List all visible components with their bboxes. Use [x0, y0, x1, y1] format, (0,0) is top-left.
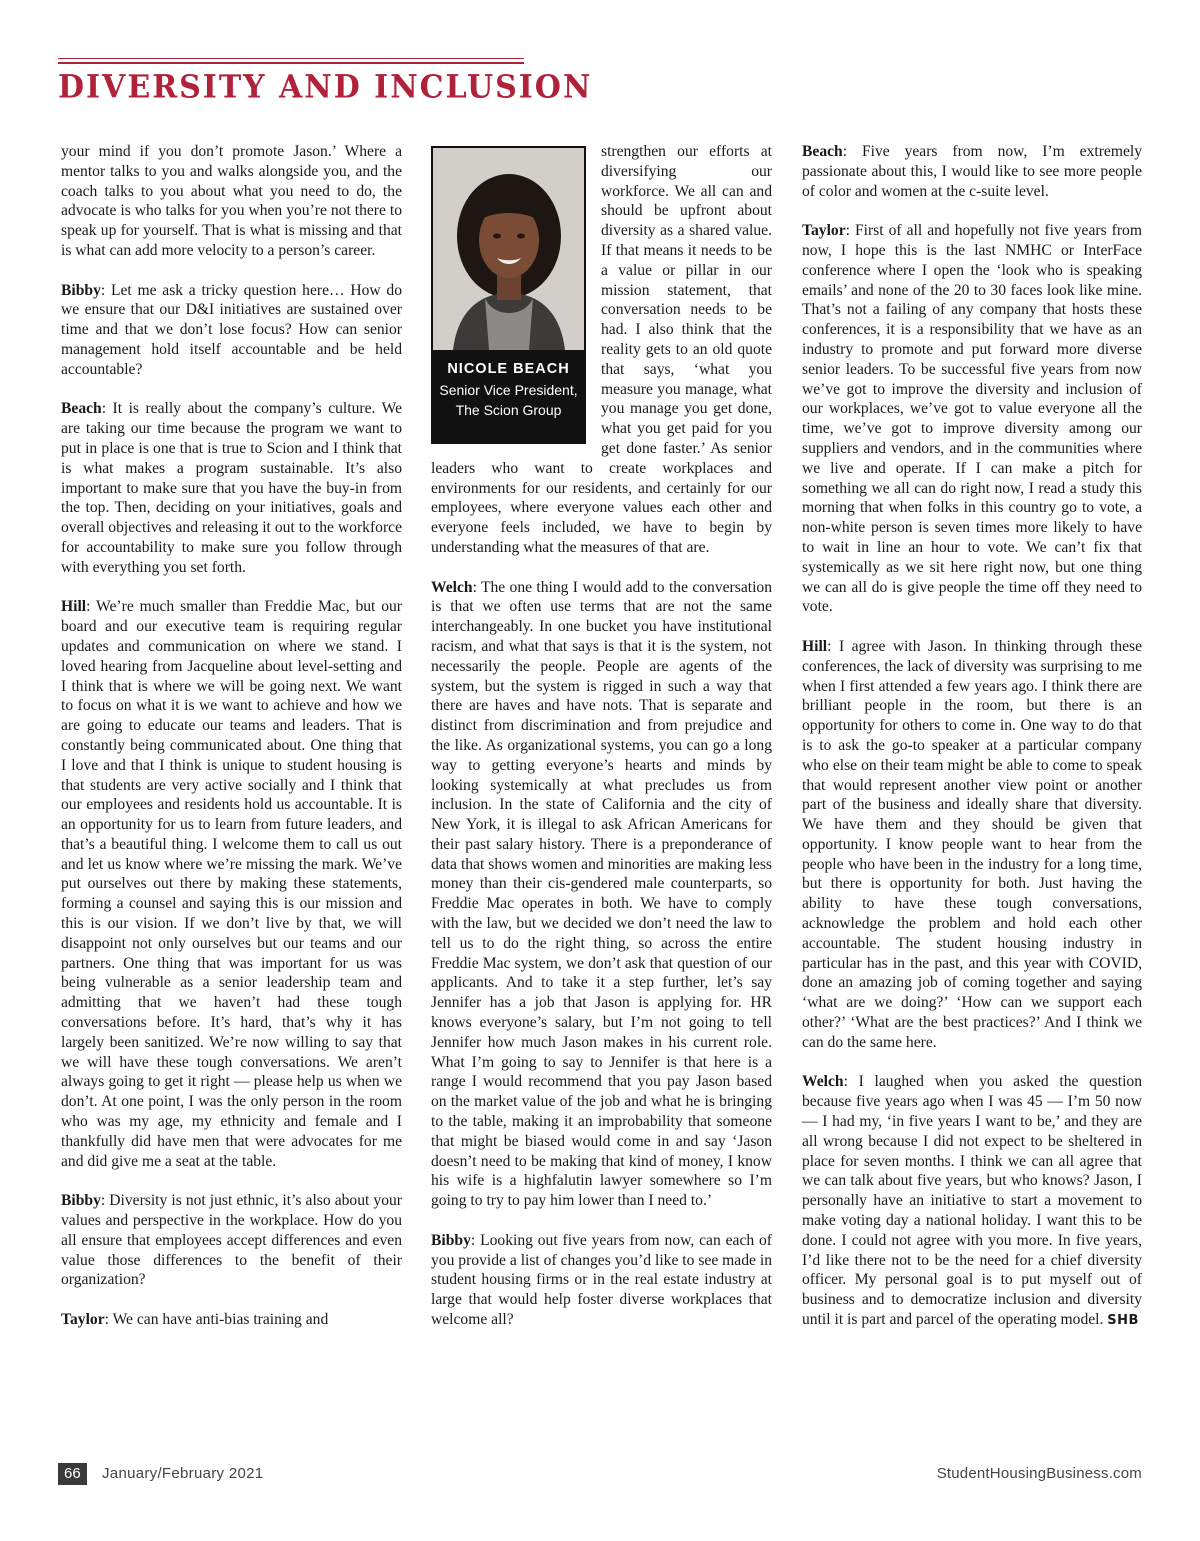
paragraph	[61, 142, 402, 261]
paragraph-text: : Let me ask a tricky question here… How do we ensure that our D&I initiatives are sustained over time and that we don’t lose focus? How can senior management hold itself accountable and be held accountable?	[61, 281, 402, 378]
speaker-name: Beach	[61, 400, 102, 418]
speaker-name: Taylor	[61, 1311, 105, 1329]
paragraph	[61, 1191, 402, 1290]
paragraph-text: : First of all and hopefully not five years from now, I hope this is the last NMHC or InterFace conference where I open the ‘look who is speaking emails’ and none of the 20 to 30 faces look like mine. That’s not a failing of any company that hosts these conferences, it is a responsibility that we have as an industry to promote and put forward more diverse senior leaders. To be successful five years from now we’ve got to improve the diversity and inclusion of our workplaces, we’ve got to value everyone all the time, we’ve got to improve diversity among our suppliers and vendors, and in the communities where we live and operate. If I can make a pitch for something we all can do right now, I read a study this morning that when folks in this country go to vote, a non-white person is seven times more likely to have to wait in line an hour to vote. We can’t fix that systemically as we sit here right now, but one thing we can all do is give people the time off they need to vote.	[802, 222, 1142, 616]
header-rule-top	[58, 58, 524, 59]
speaker-name: Welch	[431, 578, 473, 596]
paragraph-text: : We can have anti-bias training and	[104, 1311, 329, 1329]
portrait-illustration	[433, 148, 584, 350]
speaker-name: Hill	[61, 598, 87, 616]
profile-caption	[431, 358, 586, 420]
speaker-name: Hill	[802, 637, 828, 655]
publication-website: StudentHousingBusiness.com	[936, 1465, 1142, 1482]
end-mark: SHB	[1107, 1313, 1139, 1329]
profile-name: NICOLE BEACH	[447, 361, 570, 377]
speaker-name: Bibby	[61, 1192, 101, 1210]
header-rule-bottom	[58, 62, 524, 64]
paragraph-text: : It is really about the company’s culture. We are taking our time because the program we want to put in place is one that is true to Scion and I think that is what makes a program sustainable. It’s also important to make sure that you have the buy-in from the top. Then, deciding on your initiatives, goals and overall objectives and releasing it out to the workforce for accountability to make sure you follow through with everything you set forth.	[61, 400, 402, 576]
paragraph-text: : I agree with Jason. In thinking through these conferences, the lack of diversity was surprising to me when I first attended a few years ago. I think there are brilliant people in the room, but there is an opportunity for others to come in. One way to do that is to ask the go-to speaker at a particular company who else on their team might be able to come to speak that would represent another view point or another part of the business and ideally share that diversity. We have them and they should be given that opportunity. I know people want to hear from the people who have been in the industry for a long time, but there is opportunity for both. Just having the ability to have these tough conversations, acknowledge the problem and hold each other accountable. The student housing industry in particular has in the past, and this year with COVID, done an amazing job of coming together and saying ‘what are we doing?’ ‘How can we support each other?’ ‘What are the best practices?’ And I think we can do the same here.	[802, 637, 1142, 1051]
issue-date: January/February 2021	[102, 1465, 264, 1482]
profile-title-line: Senior Vice President,	[439, 382, 578, 398]
paragraph	[802, 221, 1142, 617]
paragraph-text: : Five years from now, I’m extremely passionate about this, I would like to see more people of color and women at the c-suite level.	[802, 143, 1142, 200]
paragraph	[61, 281, 402, 380]
speaker-name: Taylor	[802, 222, 846, 240]
paragraph	[61, 1310, 402, 1330]
paragraph-text: your mind if you don’t promote Jason.’ Where a mentor talks to you and walks alongside you, and the coach talks to you about what you need to do, the advocate is who talks for you when you’re not there to speak up for yourself. That is what is missing and that is what can add more velocity to a person’s career.	[61, 143, 402, 259]
portrait-photo	[433, 148, 584, 350]
paragraph	[802, 637, 1142, 1053]
speaker-name: Beach	[802, 143, 843, 160]
paragraph	[802, 142, 1142, 201]
paragraph-text: : Diversity is not just ethnic, it’s also about your values and perspective in the workplace. How do you all ensure that employees accept differences and even value those differences to the benefit of their organization?	[61, 1192, 402, 1289]
paragraph-text: : The one thing I would add to the conversation is that we often use terms that are not the same interchangeably. In one bucket you have institutional racism, and what that says is that it is the system, not necessarily the people. People are agents of the system, but the system is rigged in such a way that there are haves and have nots. That is separate and distinct from discrimination and from prejudice and the like. As organizational systems, you can go a long way to getting everyone’s hearts and minds by looking systemically at what precludes us from inclusion. In the state of California and the city of New York, it is illegal to ask African Americans for their past salary history. There is a preponderance of data that shows women and minorities are making less money than their cis-gendered male counterparts, so Freddie Mac operates in both. We have to comply with the law, but we decided we don’t need the law to tell us to do the right thing, so across the entire Freddie Mac system, we don’t ask that question of our applicants. And to take it a step further, let’s say Jennifer has a job that Jason is applying for. HR knows everyone’s salary, but I’m not going to tell Jennifer how much Jason makes in his current role. What I’m going to say to Jennifer is that here is a range I would recommend that you pay Jason based on the market value of the job and what he is bringing to the table, making it an improbability that someone that might be biased would come in and say ‘Jason doesn’t need to be making that kind of money, I know his wife is a highfalutin lawyer somewhere so I’m going to try to pay him lower than I need to.’	[431, 578, 772, 1210]
section-title: DIVERSITY AND INCLUSION	[58, 69, 593, 106]
article-column-3	[802, 142, 1142, 1351]
speaker-name: Welch	[802, 1073, 844, 1091]
speaker-name: Bibby	[61, 281, 101, 299]
paragraph	[61, 597, 402, 1171]
paragraph-text: strengthen our efforts at diversifying our workforce. We all can and should be upfront about diversity as a shared value. If that means it needs to be a value or pillar in our mission statement, that conversation needs to be had. I also think that the reality gets to an old quote that says, ‘what you measure you manage, what you manage you get done, what you get paid for you get done faster.’ As senior leaders who want to create workplaces and environments for our residents, and certainly for our employees, where everyone values each other and everyone feels included, we have to begin by understanding what the measures of that are.	[431, 143, 772, 556]
page-number: 66	[58, 1463, 87, 1485]
paragraph	[802, 1072, 1142, 1330]
profile-sidebar	[431, 146, 586, 444]
speaker-name: Bibby	[431, 1231, 471, 1249]
page-footer	[58, 1463, 1142, 1485]
article-column-1	[61, 142, 402, 1350]
paragraph-text: : I laughed when you asked the question because five years ago when I was 45 — I’m 50 now — I had my, ‘in five years I want to be,’ and they are all wrong because I did not expect to be sheltered in place for seven months. I think we can all agree that we can talk about five years, but who knows? Jason, I personally have an initiative to start a movement to make voting day a national holiday. I want this to be done. I could not agree with you more. In five years, I’d like there not to be the need for a chief diversity officer. My personal goal is to put myself out of business and to democratize inclusion and diversity until it is part and parcel of the operating model.	[802, 1073, 1142, 1329]
paragraph	[431, 1231, 772, 1330]
paragraph-text: : We’re much smaller than Freddie Mac, but our board and our executive team is requiring regular updates and communication on where we stand. I loved hearing from Jacqueline about level-setting and I think that is where we will be going next. We want to focus on what it is we want to achieve and how we are going to educate our teams and leaders. That is constantly being communicated about. One thing that I love and that I think is unique to student housing is that students are very active socially and I think that our employees and residents hold us accountable. It is an opportunity for us to learn from future leaders, and that’s a beautiful thing. I welcome them to call us out and let us know where we’re missing the mark. We’ve put ourselves out there by making these statements, forming a counsel and saying this is our mission and this is our vision. If we don’t live by that, we will disappoint not only ourselves but our teams and our partners. One thing that was important for us was being vulnerable as a senior leadership team and admitting that we haven’t had these tough conversations before. It’s hard, that’s why it has largely been sanitized. We’re now willing to say that we will have these tough conversations. We aren’t always going to get it right — please help us when we don’t. At one point, I was the only person in the room who was my age, my ethnicity and female and I thankfully did have men that were advocates for me and did give me a seat at the table.	[61, 598, 402, 1170]
paragraph	[61, 399, 402, 577]
paragraph-text: : Looking out five years from now, can each of you provide a list of changes you’d like to see made in student housing firms or in the real estate industry at large that would help foster diverse workplaces that welcome all?	[431, 1231, 772, 1329]
profile-company-line: The Scion Group	[455, 402, 562, 418]
section-header	[58, 58, 593, 106]
article-column-2	[431, 142, 772, 1350]
paragraph	[431, 578, 772, 1212]
